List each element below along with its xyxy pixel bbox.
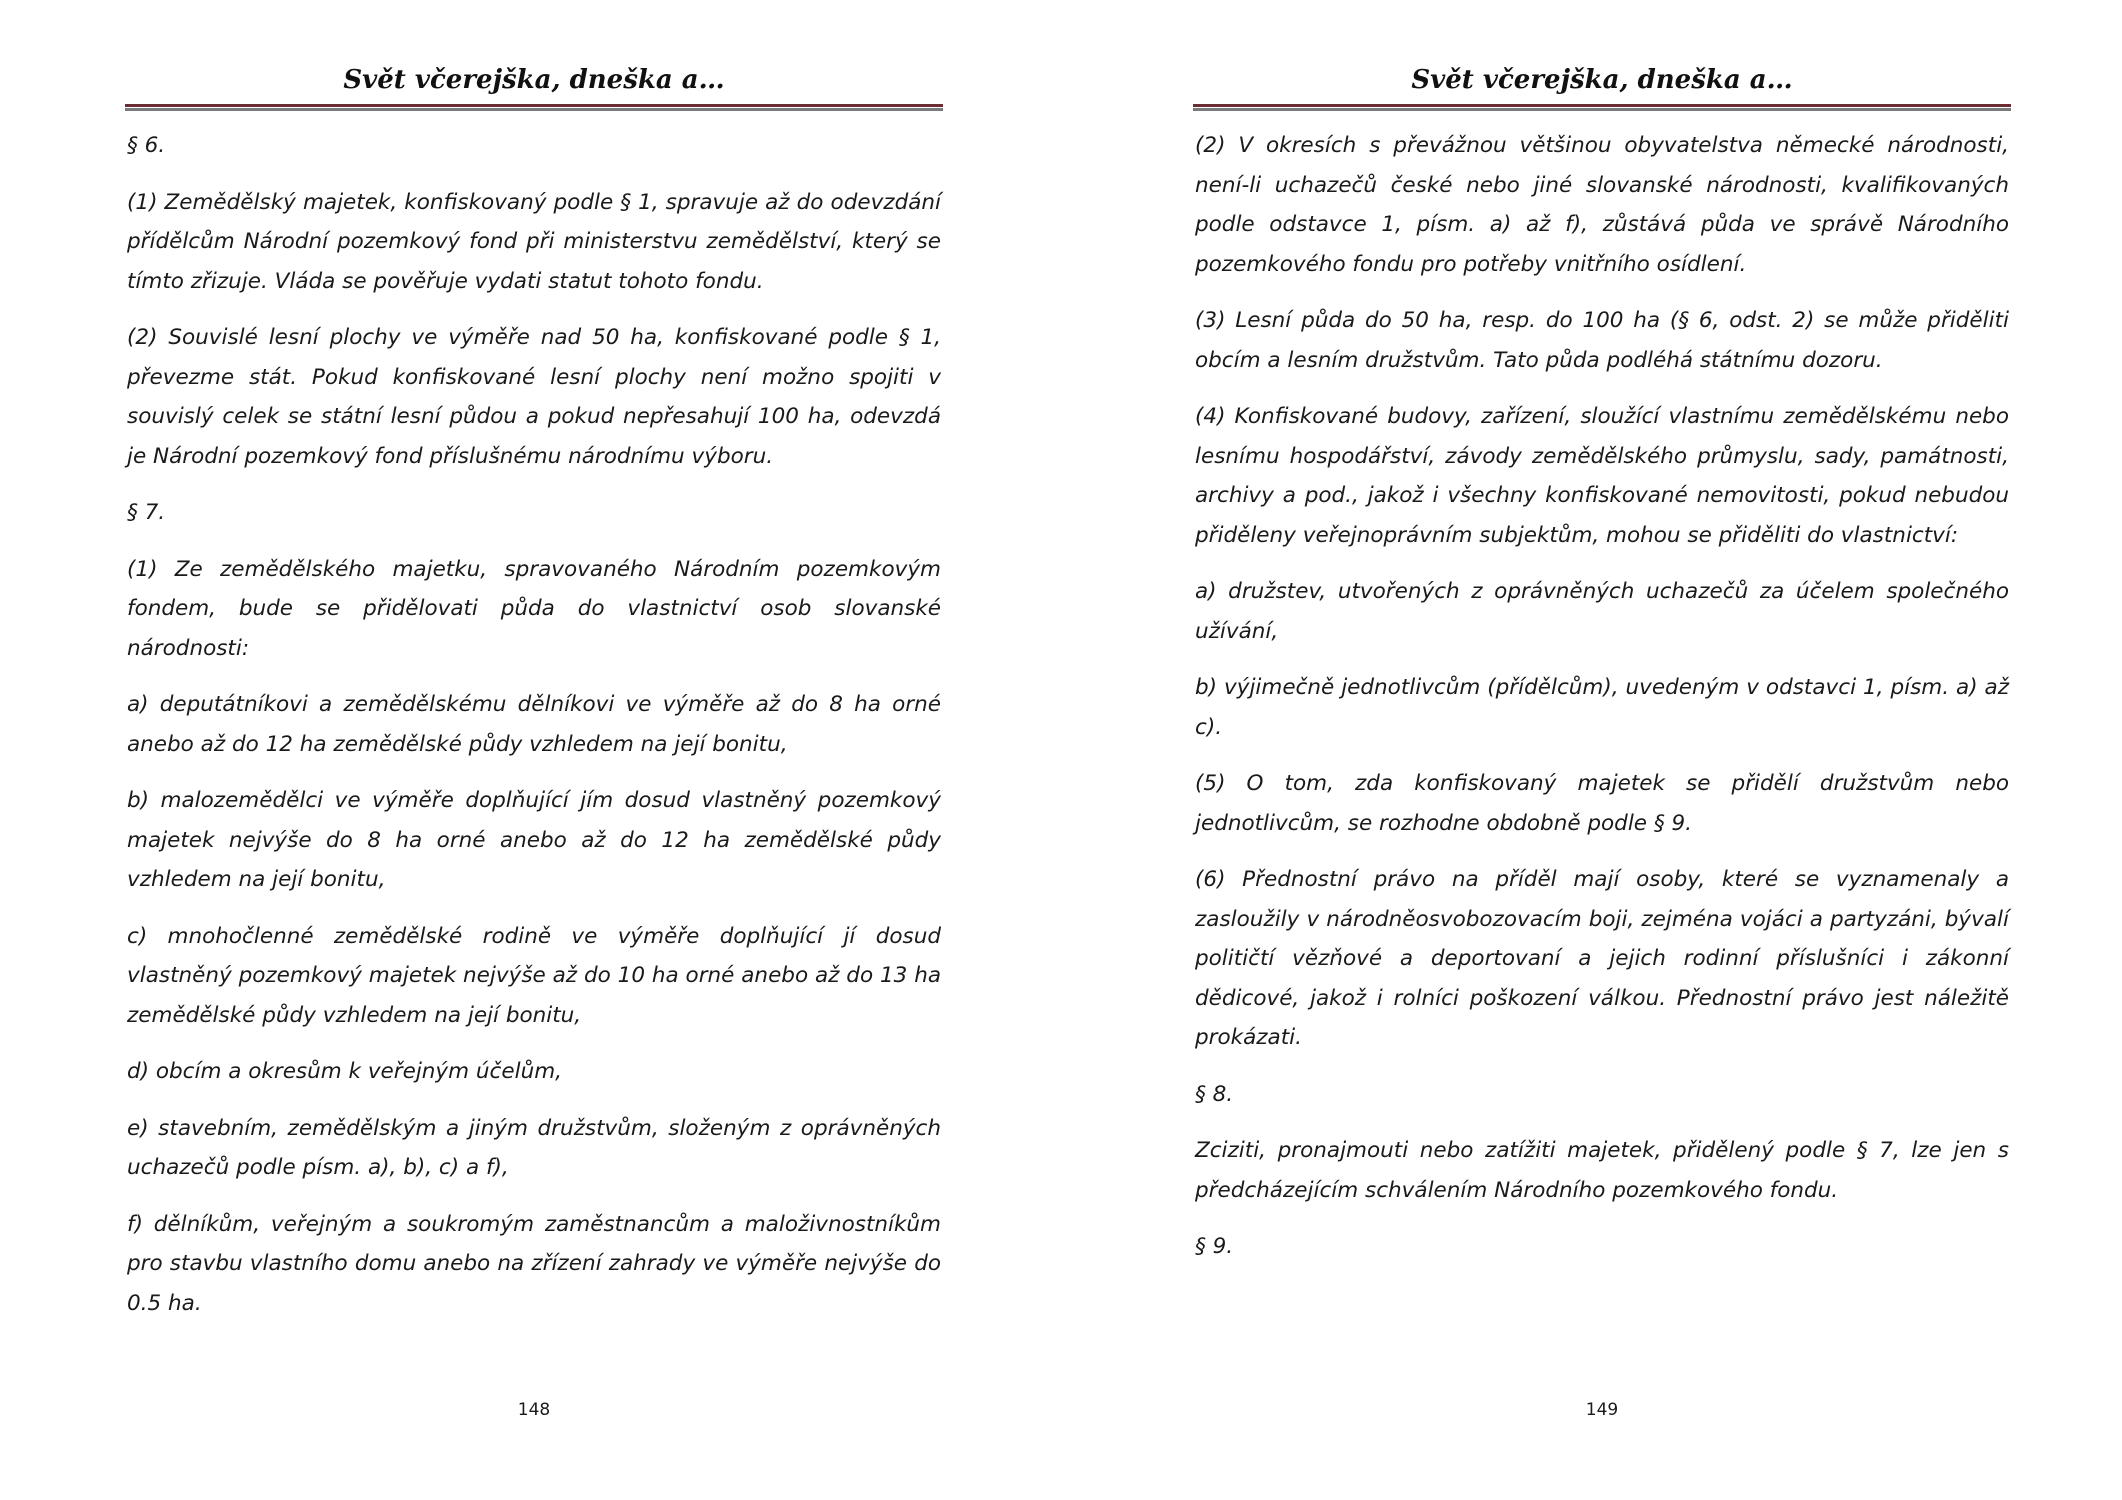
list-item: e) stavebním, zemědělským a jiným družstvům, složeným z oprávněných uchazečů podle písm. a), b), c) a f), xyxy=(127,1115,941,1180)
list-item: b) výjimečně jednotlivcům (přídělcům), uvedeným v odstavci 1, písm. a) až c). xyxy=(1195,675,2009,740)
right-page xyxy=(1193,0,2011,1500)
page-number: 148 xyxy=(517,1400,551,1420)
list-item: c) mnohočlenné zemědělské rodině ve výměře doplňující jí dosud vlastněný pozemkový majetek nejvýše až do 10 ha orné anebo až do 13 ha zemědělské půdy vzhledem na její bonitu, xyxy=(127,923,941,1028)
paragraph: Zciziti, pronajmouti nebo zatížiti majetek, přidělený podle § 7, lze jen s předcházejícím schválením Národního pozemkového fondu. xyxy=(1195,1138,2009,1203)
paragraph: (2) V okresích s převážnou většinou obyvatelstva německé národnosti, není-li uchazečů české nebo jiné slovanské národnosti, kvalifikovaných podle odstavce 1, písm. a) až f), zůstává půda ve správě Národního pozemkového fondu pro potřeby vnitřního osídlení. xyxy=(1195,133,2009,277)
left-page xyxy=(125,0,943,1500)
paragraph: (5) O tom, zda konfiskovaný majetek se přidělí družstvům nebo jednotlivcům, se rozhodne obdobně podle § 9. xyxy=(1195,771,2009,836)
section-heading: § 8. xyxy=(1195,1081,1234,1107)
paragraph: (1) Ze zemědělského majetku, spravovaného Národním pozemkovým fondem, bude se přidělovati půda do vlastnictví osob slovanské národnosti: xyxy=(127,556,941,661)
header-title: Svět včerejška, dneška a… xyxy=(1411,65,1793,95)
paragraph: (4) Konfiskované budovy, zařízení, sloužící vlastnímu zemědělskému nebo lesnímu hospodářství, závody zemědělského průmyslu, sady, památnosti, archivy a pod., jakož i všechny konfiskované nemovitosti, pokud nebudou přiděleny veřejnoprávním subjektům, mohou se přiděliti do vlastnictví: xyxy=(1195,404,2009,548)
paragraph: (2) Souvislé lesní plochy ve výměře nad 50 ha, konfiskované podle § 1, převezme stát. Pokud konfiskované lesní plochy není možno spojiti v souvislý celek se státní lesní půdou a pokud nepřesahují 100 ha, odevzdá je Národní pozemkový fond příslušnému národnímu výboru. xyxy=(127,325,941,469)
body-text xyxy=(1195,126,2009,1284)
list-item: f) dělníkům, veřejným a soukromým zaměstnancům a maloživnostníkům pro stavbu vlastního domu anebo na zřízení zahrady ve výměře nejvýše do 0.5 ha. xyxy=(127,1211,941,1316)
body-text xyxy=(127,126,941,1340)
paragraph: (1) Zemědělský majetek, konfiskovaný podle § 1, spravuje až do odevzdání přídělcům Národní pozemkový fond při ministerstvu zemědělství, který se tímto zřizuje. Vláda se pověřuje vydati statut tohoto fondu. xyxy=(127,189,941,294)
running-header xyxy=(125,62,943,108)
section-heading: § 9. xyxy=(1195,1234,1234,1259)
section-heading: § 6. xyxy=(127,133,166,158)
header-title: Svět včerejška, dneška a… xyxy=(343,65,725,95)
header-rule xyxy=(125,104,943,108)
paragraph: (3) Lesní půda do 50 ha, resp. do 100 ha (§ 6, odst. 2) se může přiděliti obcím a lesním družstvům. Tato půda podléhá státnímu dozoru. xyxy=(1195,308,2009,373)
list-item: d) obcím a okresům k veřejným účelům, xyxy=(127,1059,562,1084)
running-header xyxy=(1193,62,2011,108)
list-item: b) malozemědělci ve výměře doplňující jím dosud vlastněný pozemkový majetek nejvýše do 8 ha orné anebo až do 12 ha zemědělské půdy vzhledem na její bonitu, xyxy=(127,788,941,892)
page-number: 149 xyxy=(1585,1400,1619,1420)
list-item: a) družstev, utvořených z oprávněných uchazečů za účelem společného užívání, xyxy=(1195,579,2009,644)
list-item: a) deputátníkovi a zemědělskému dělníkovi ve výměře až do 8 ha orné anebo až do 12 ha zemědělské půdy vzhledem na její bonitu, xyxy=(127,692,941,757)
header-rule xyxy=(1193,104,2011,108)
section-heading: § 7. xyxy=(127,500,166,525)
paragraph: (6) Přednostní právo na příděl mají osoby, které se vyznamenaly a zasloužily v národněosvobozovacím boji, zejména vojáci a partyzáni, bývalí političtí vězňové a deportovaní a jejich rodinní příslušníci i zákonní dědicové, jakož i rolníci poškození válkou. Přednostní právo jest náležitě prokázati. xyxy=(1195,867,2009,1050)
